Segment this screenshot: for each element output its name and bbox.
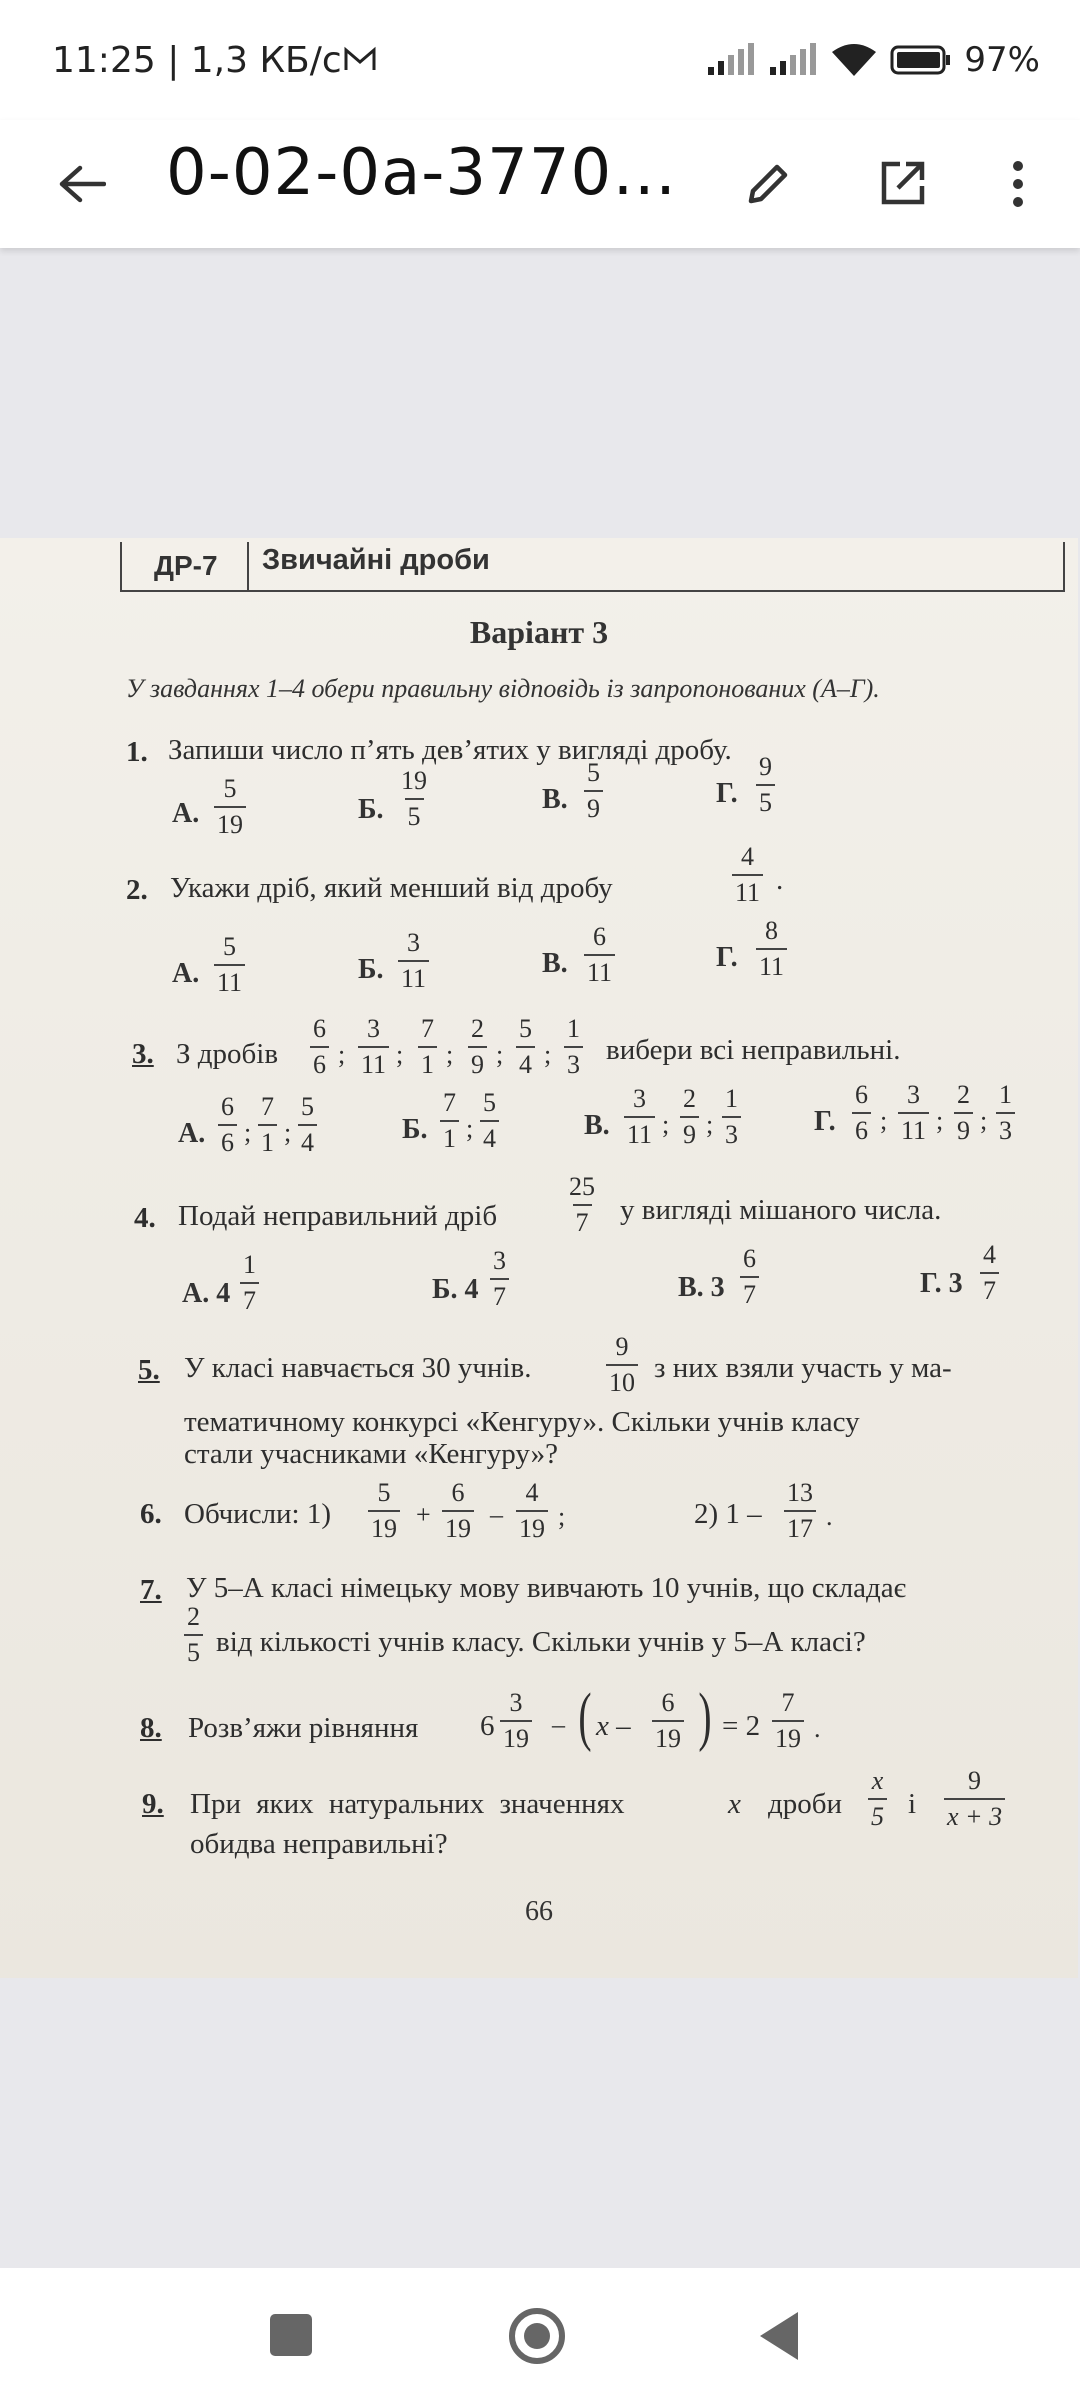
q2-opt-v-label: В. bbox=[542, 948, 568, 979]
q1-opt-b-fraction: $\frac{19}{5}$ bbox=[401, 766, 427, 831]
q6-number: 6. bbox=[140, 1498, 162, 1530]
recent-apps-button[interactable] bbox=[270, 2314, 312, 2356]
q3-sep: ; bbox=[284, 1118, 292, 1147]
back-arrow-icon bbox=[58, 164, 106, 204]
back-button[interactable] bbox=[44, 146, 120, 222]
q6-part2: 2) 1 – bbox=[694, 1498, 762, 1530]
q1-text: Запиши число п’ять дев’ятих у вигляді дробу. bbox=[168, 734, 732, 766]
q3-sep: ; bbox=[880, 1106, 888, 1135]
q3-opt-v-fraction-2: $\frac{2}{9}$ bbox=[680, 1086, 699, 1148]
q4-text-end: у вигляді мішаного числа. bbox=[620, 1194, 942, 1226]
more-options-button[interactable] bbox=[980, 146, 1056, 222]
q4-opt-v-fraction: $\frac{6}{7}$ bbox=[740, 1246, 759, 1308]
q8-equals: = 2 bbox=[722, 1710, 761, 1742]
q3-fraction-3: $\frac{7}{1}$ bbox=[418, 1016, 437, 1078]
q1-opt-a-fraction: $\frac{5}{19}$ bbox=[214, 776, 246, 838]
q8-minus: – bbox=[552, 1710, 565, 1739]
q1-opt-a-label: А. bbox=[172, 798, 200, 829]
q1-opt-v-fraction: $\frac{5}{9}$ bbox=[584, 760, 603, 822]
q9-word-fractions: дроби bbox=[768, 1788, 843, 1820]
q3-sep: ; bbox=[466, 1114, 474, 1143]
q8-text: Розв’яжи рівняння bbox=[188, 1712, 419, 1744]
q3-opt-g-label: Г. bbox=[814, 1106, 836, 1137]
q6-fraction-2: $\frac{6}{19}$ bbox=[442, 1480, 474, 1542]
instruction-text: У завданнях 1–4 обери правильну відповідь із запропонованих (А–Г). bbox=[126, 674, 880, 703]
q6-text: Обчисли: 1) bbox=[184, 1498, 332, 1530]
q3-opt-v-fraction-3: $\frac{1}{3}$ bbox=[722, 1086, 741, 1148]
q8-fraction-1: $\frac{3}{19}$ bbox=[500, 1690, 532, 1752]
edit-button[interactable] bbox=[730, 146, 806, 222]
q2-opt-a-label: А. bbox=[172, 958, 200, 989]
q2-period: . bbox=[776, 864, 784, 896]
battery-percent: 97% bbox=[964, 40, 1040, 80]
page-number: 66 bbox=[525, 1896, 553, 1927]
q9-fraction-2: $\frac{9}{x + 3}$ bbox=[944, 1768, 1005, 1830]
q4-opt-g-label: Г. 3 bbox=[920, 1268, 963, 1299]
variant-title: Варіант 3 bbox=[469, 614, 609, 650]
q3-number: 3. bbox=[132, 1038, 154, 1070]
q8-x-minus: x – bbox=[596, 1710, 631, 1742]
q3-opt-g-fraction-4: $\frac{1}{3}$ bbox=[996, 1082, 1015, 1144]
q3-opt-g-fraction-3: $\frac{2}{9}$ bbox=[954, 1082, 973, 1144]
q5-line2: тематичному конкурсі «Кенгуру». Скільки учнів класу bbox=[184, 1406, 860, 1438]
q5-number: 5. bbox=[138, 1354, 160, 1386]
q3-opt-v-fraction-1: $\frac{3}{11}$ bbox=[624, 1086, 655, 1148]
q9-line2: обидва неправильні? bbox=[190, 1828, 448, 1860]
q4-opt-a-fraction: $\frac{1}{7}$ bbox=[240, 1252, 259, 1314]
q6-semicolon: ; bbox=[558, 1502, 566, 1531]
q3-sep: ; bbox=[244, 1118, 252, 1147]
q8-paren-close: ) bbox=[698, 1680, 712, 1753]
q3-fraction-2: $\frac{3}{11}$ bbox=[358, 1016, 389, 1078]
open-external-icon bbox=[876, 158, 928, 210]
q2-text: Укажи дріб, який менший від дробу bbox=[170, 872, 613, 904]
q2-number: 2. bbox=[126, 874, 148, 906]
app-bar bbox=[0, 120, 1080, 248]
q7-number: 7. bbox=[140, 1574, 162, 1606]
q3-text-end: вибери всі неправильні. bbox=[606, 1034, 901, 1066]
q6-plus: + bbox=[416, 1500, 431, 1529]
document-page-photo bbox=[0, 538, 1078, 1978]
q5-line3: стали учасниками «Кенгуру»? bbox=[184, 1438, 559, 1470]
gmail-icon bbox=[344, 46, 376, 72]
q3-sep: ; bbox=[338, 1040, 346, 1069]
q3-fraction-5: $\frac{5}{4}$ bbox=[516, 1016, 535, 1078]
more-vertical-icon bbox=[1012, 159, 1024, 209]
q3-opt-a-fraction-2: $\frac{7}{1}$ bbox=[258, 1094, 277, 1156]
q3-sep: ; bbox=[496, 1040, 504, 1069]
q4-opt-b-label: Б. 4 bbox=[432, 1274, 479, 1305]
q1-opt-g-fraction: $\frac{9}{5}$ bbox=[756, 754, 775, 816]
q2-opt-b-label: Б. bbox=[358, 954, 384, 985]
q2-fraction: $\frac{4}{11}$ bbox=[732, 844, 763, 906]
q3-opt-b-fraction-2: $\frac{5}{4}$ bbox=[480, 1090, 499, 1152]
q4-opt-a-label: А. 4 bbox=[182, 1278, 231, 1309]
q3-sep: ; bbox=[544, 1040, 552, 1069]
q1-number: 1. bbox=[126, 736, 148, 768]
q7-fraction: $\frac{2}{5}$ bbox=[184, 1604, 203, 1666]
q3-opt-b-fraction-1: $\frac{7}{1}$ bbox=[440, 1090, 459, 1152]
q3-opt-a-label: А. bbox=[178, 1118, 206, 1149]
nav-back-button[interactable] bbox=[760, 2312, 798, 2360]
header-code: ДР-7 bbox=[154, 550, 218, 581]
q5-fraction: $\frac{9}{10}$ bbox=[606, 1334, 638, 1396]
q6-fraction-1: $\frac{5}{19}$ bbox=[368, 1480, 400, 1542]
document-title: 0-02-0a-3770… bbox=[166, 136, 678, 210]
q3-sep: ; bbox=[446, 1040, 454, 1069]
q9-and: і bbox=[908, 1788, 917, 1820]
q3-opt-a-fraction-3: $\frac{5}{4}$ bbox=[298, 1094, 317, 1156]
q3-fraction-4: $\frac{2}{9}$ bbox=[468, 1016, 487, 1078]
signal-2-icon bbox=[768, 43, 818, 77]
q4-fraction: $\frac{25}{7}$ bbox=[569, 1172, 595, 1237]
q3-sep: ; bbox=[396, 1040, 404, 1069]
q3-text-start: З дробів bbox=[176, 1038, 279, 1070]
q3-opt-b-label: Б. bbox=[402, 1114, 428, 1145]
q3-sep: ; bbox=[706, 1110, 714, 1139]
q7-line1: У 5–А класі німецьку мову вивчають 10 учнів, що складає bbox=[186, 1572, 907, 1604]
q2-opt-b-fraction: $\frac{3}{11}$ bbox=[398, 930, 429, 992]
q8-fraction-2: $\frac{6}{19}$ bbox=[652, 1690, 684, 1752]
status-bar bbox=[0, 0, 1080, 120]
q4-text-start: Подай неправильний дріб bbox=[178, 1200, 498, 1232]
q3-sep: ; bbox=[936, 1106, 944, 1135]
signal-1-icon bbox=[706, 43, 756, 77]
wifi-icon bbox=[830, 42, 878, 78]
page-header-box bbox=[120, 542, 1065, 592]
q6-period: . bbox=[826, 1502, 833, 1531]
q6-fraction-3: $\frac{4}{19}$ bbox=[516, 1480, 548, 1542]
q9-fraction-1: $\frac{x}{5}$ bbox=[868, 1768, 887, 1830]
q6-minus: – bbox=[490, 1500, 503, 1529]
q9-line1: При яких натуральних значеннях bbox=[190, 1788, 625, 1820]
q3-opt-g-fraction-1: $\frac{6}{6}$ bbox=[852, 1082, 871, 1144]
navigation-bar bbox=[0, 2268, 1080, 2400]
q9-variable-x: x bbox=[728, 1788, 741, 1820]
q3-sep: ; bbox=[662, 1110, 670, 1139]
battery-icon bbox=[890, 43, 952, 77]
q2-opt-g-fraction: $\frac{8}{11}$ bbox=[756, 918, 787, 980]
q2-opt-a-fraction: $\frac{5}{11}$ bbox=[214, 934, 245, 996]
q3-opt-a-fraction-1: $\frac{6}{6}$ bbox=[218, 1094, 237, 1156]
home-button[interactable] bbox=[509, 2308, 565, 2364]
q3-fraction-1: $\frac{6}{6}$ bbox=[310, 1016, 329, 1078]
pencil-icon bbox=[743, 159, 793, 209]
q9-number: 9. bbox=[142, 1788, 164, 1820]
q8-fraction-3: $\frac{7}{19}$ bbox=[772, 1690, 804, 1752]
q7-line2: від кількості учнів класу. Скільки учнів у 5–А класі? bbox=[216, 1626, 866, 1658]
q3-fraction-6: $\frac{1}{3}$ bbox=[564, 1016, 583, 1078]
open-external-button[interactable] bbox=[864, 146, 940, 222]
q4-opt-g-fraction: $\frac{4}{7}$ bbox=[980, 1242, 999, 1304]
header-divider bbox=[247, 542, 249, 590]
q5-line1-start: У класі навчається 30 учнів. bbox=[184, 1352, 532, 1384]
q3-sep: ; bbox=[980, 1106, 988, 1135]
q4-opt-b-fraction: $\frac{3}{7}$ bbox=[490, 1248, 509, 1310]
q8-period: . bbox=[814, 1714, 821, 1743]
q4-opt-v-label: В. 3 bbox=[678, 1272, 725, 1303]
q6-fraction-4: $\frac{13}{17}$ bbox=[784, 1480, 816, 1542]
q5-line1-end: з них взяли участь у ма- bbox=[654, 1352, 952, 1384]
status-time: 11:25 | 1,3 КБ/с bbox=[52, 40, 342, 81]
q2-opt-g-label: Г. bbox=[716, 942, 738, 973]
q3-opt-g-fraction-2: $\frac{3}{11}$ bbox=[898, 1082, 929, 1144]
q3-opt-v-label: В. bbox=[584, 1110, 610, 1141]
q1-opt-v-label: В. bbox=[542, 784, 568, 815]
q8-number: 8. bbox=[140, 1712, 162, 1744]
q2-opt-v-fraction: $\frac{6}{11}$ bbox=[584, 924, 615, 986]
home-dot-icon bbox=[524, 2323, 550, 2349]
q1-opt-g-label: Г. bbox=[716, 778, 738, 809]
q8-paren-open: ( bbox=[578, 1680, 592, 1753]
q8-whole-1: 6 bbox=[480, 1710, 495, 1742]
q1-opt-b-label: Б. bbox=[358, 794, 384, 825]
header-topic: Звичайні дроби bbox=[262, 544, 490, 576]
q4-number: 4. bbox=[134, 1202, 156, 1234]
status-icons bbox=[706, 38, 1040, 82]
